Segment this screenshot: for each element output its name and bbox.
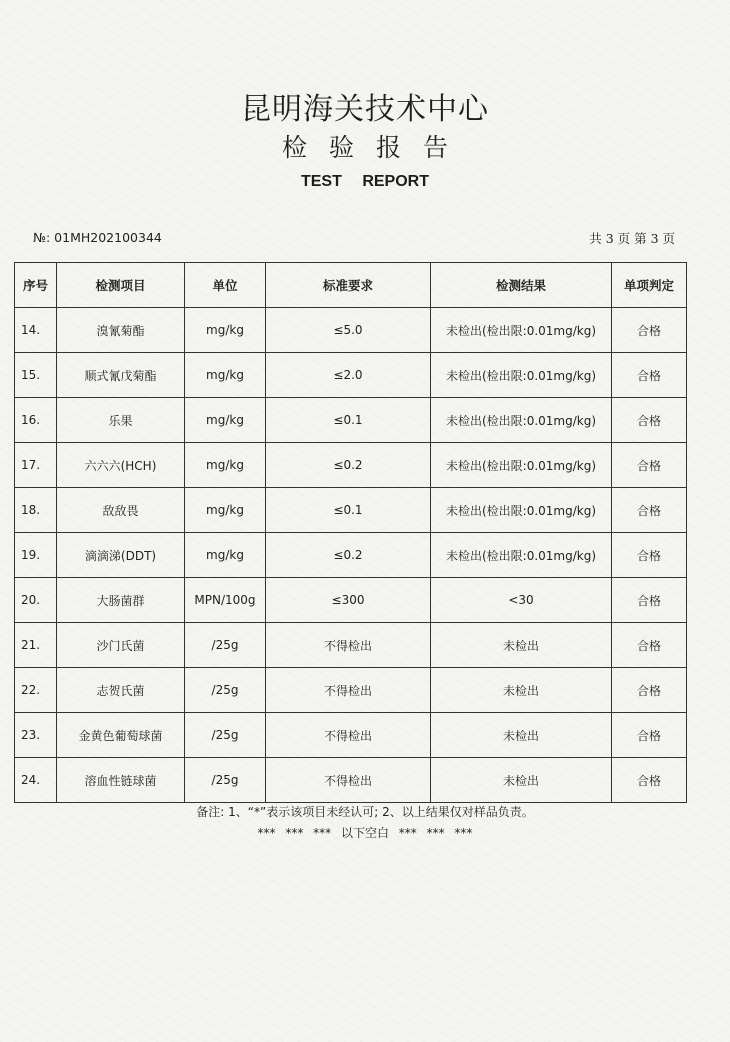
- test-item-cell: 六六六(HCH): [57, 443, 185, 488]
- verdict-cell: 合格: [612, 578, 687, 623]
- column-header-item: 检测项目: [57, 263, 185, 308]
- row-number-cell: 18.: [15, 488, 57, 533]
- table-row: [15, 353, 687, 398]
- verdict-cell: 合格: [612, 398, 687, 443]
- standard-requirement-cell: 不得检出: [266, 668, 431, 713]
- row-number-cell: 14.: [15, 308, 57, 353]
- end-of-report-line: *** *** *** 以下空白 *** *** ***: [257, 826, 473, 840]
- verdict-cell: 合格: [612, 713, 687, 758]
- table-row: [15, 443, 687, 488]
- unit-cell: /25g: [185, 623, 266, 668]
- standard-requirement-cell: 不得检出: [266, 713, 431, 758]
- unit-cell: /25g: [185, 713, 266, 758]
- standard-requirement-cell: ≤300: [266, 578, 431, 623]
- unit-cell: mg/kg: [185, 308, 266, 353]
- test-results-table: [14, 262, 687, 803]
- row-number-cell: 16.: [15, 398, 57, 443]
- unit-cell: mg/kg: [185, 443, 266, 488]
- table-row: [15, 488, 687, 533]
- row-number-cell: 22.: [15, 668, 57, 713]
- test-result-cell: 未检出(检出限:0.01mg/kg): [431, 398, 612, 443]
- standard-requirement-cell: ≤0.1: [266, 488, 431, 533]
- standard-requirement-cell: ≤0.1: [266, 398, 431, 443]
- standard-requirement-cell: 不得检出: [266, 758, 431, 803]
- test-result-cell: 未检出(检出限:0.01mg/kg): [431, 443, 612, 488]
- test-item-cell: 顺式氰戊菊酯: [57, 353, 185, 398]
- test-result-cell: 未检出: [431, 623, 612, 668]
- table-row: [15, 668, 687, 713]
- test-result-cell: 未检出: [431, 758, 612, 803]
- page-indicator: 共 3 页 第 3 页: [589, 231, 675, 246]
- verdict-cell: 合格: [612, 443, 687, 488]
- seal-stamp-fragment: [706, 496, 730, 586]
- row-number-cell: 19.: [15, 533, 57, 578]
- unit-cell: mg/kg: [185, 398, 266, 443]
- standard-requirement-cell: ≤5.0: [266, 308, 431, 353]
- row-number-cell: 20.: [15, 578, 57, 623]
- test-item-cell: 金黄色葡萄球菌: [57, 713, 185, 758]
- test-result-cell: 未检出: [431, 713, 612, 758]
- unit-cell: /25g: [185, 758, 266, 803]
- verdict-cell: 合格: [612, 353, 687, 398]
- table-row: [15, 758, 687, 803]
- column-header-result: 检测结果: [431, 263, 612, 308]
- standard-requirement-cell: ≤0.2: [266, 443, 431, 488]
- test-item-cell: 志贺氏菌: [57, 668, 185, 713]
- unit-cell: mg/kg: [185, 488, 266, 533]
- test-result-cell: <30: [431, 578, 612, 623]
- test-result-cell: 未检出(检出限:0.01mg/kg): [431, 533, 612, 578]
- test-item-cell: 溴氰菊酯: [57, 308, 185, 353]
- table-row: [15, 398, 687, 443]
- test-item-cell: 乐果: [57, 398, 185, 443]
- standard-requirement-cell: ≤0.2: [266, 533, 431, 578]
- test-item-cell: 大肠菌群: [57, 578, 185, 623]
- test-result-cell: 未检出(检出限:0.01mg/kg): [431, 353, 612, 398]
- test-result-cell: 未检出(检出限:0.01mg/kg): [431, 308, 612, 353]
- column-header-unit: 单位: [185, 263, 266, 308]
- row-number-cell: 24.: [15, 758, 57, 803]
- test-result-cell: 未检出: [431, 668, 612, 713]
- remarks-note: 备注: 1、“*”表示该项目未经认可; 2、以上结果仅对样品负责。: [196, 805, 534, 819]
- verdict-cell: 合格: [612, 308, 687, 353]
- row-number-cell: 15.: [15, 353, 57, 398]
- row-number-cell: 17.: [15, 443, 57, 488]
- unit-cell: /25g: [185, 668, 266, 713]
- test-item-cell: 敌敌畏: [57, 488, 185, 533]
- report-number: №: 01MH202100344: [33, 230, 162, 245]
- column-header-verdict: 单项判定: [612, 263, 687, 308]
- organization-title: 昆明海关技术中心: [241, 92, 489, 127]
- report-title: 检验报告: [281, 133, 470, 162]
- table-row: [15, 713, 687, 758]
- test-item-cell: 沙门氏菌: [57, 623, 185, 668]
- standard-requirement-cell: 不得检出: [266, 623, 431, 668]
- unit-cell: mg/kg: [185, 533, 266, 578]
- test-item-cell: 滴滴涕(DDT): [57, 533, 185, 578]
- verdict-cell: 合格: [612, 488, 687, 533]
- row-number-cell: 21.: [15, 623, 57, 668]
- table-row: [15, 308, 687, 353]
- unit-cell: mg/kg: [185, 353, 266, 398]
- table-row: [15, 623, 687, 668]
- verdict-cell: 合格: [612, 623, 687, 668]
- report-title-english: TEST REPORT: [300, 173, 429, 190]
- column-header-standard: 标准要求: [266, 263, 431, 308]
- test-item-cell: 溶血性链球菌: [57, 758, 185, 803]
- row-number-cell: 23.: [15, 713, 57, 758]
- verdict-cell: 合格: [612, 533, 687, 578]
- unit-cell: MPN/100g: [185, 578, 266, 623]
- table-row: [15, 578, 687, 623]
- table-header-row: [15, 263, 687, 308]
- standard-requirement-cell: ≤2.0: [266, 353, 431, 398]
- column-header-no: 序号: [15, 263, 57, 308]
- verdict-cell: 合格: [612, 668, 687, 713]
- verdict-cell: 合格: [612, 758, 687, 803]
- test-result-cell: 未检出(检出限:0.01mg/kg): [431, 488, 612, 533]
- table-row: [15, 533, 687, 578]
